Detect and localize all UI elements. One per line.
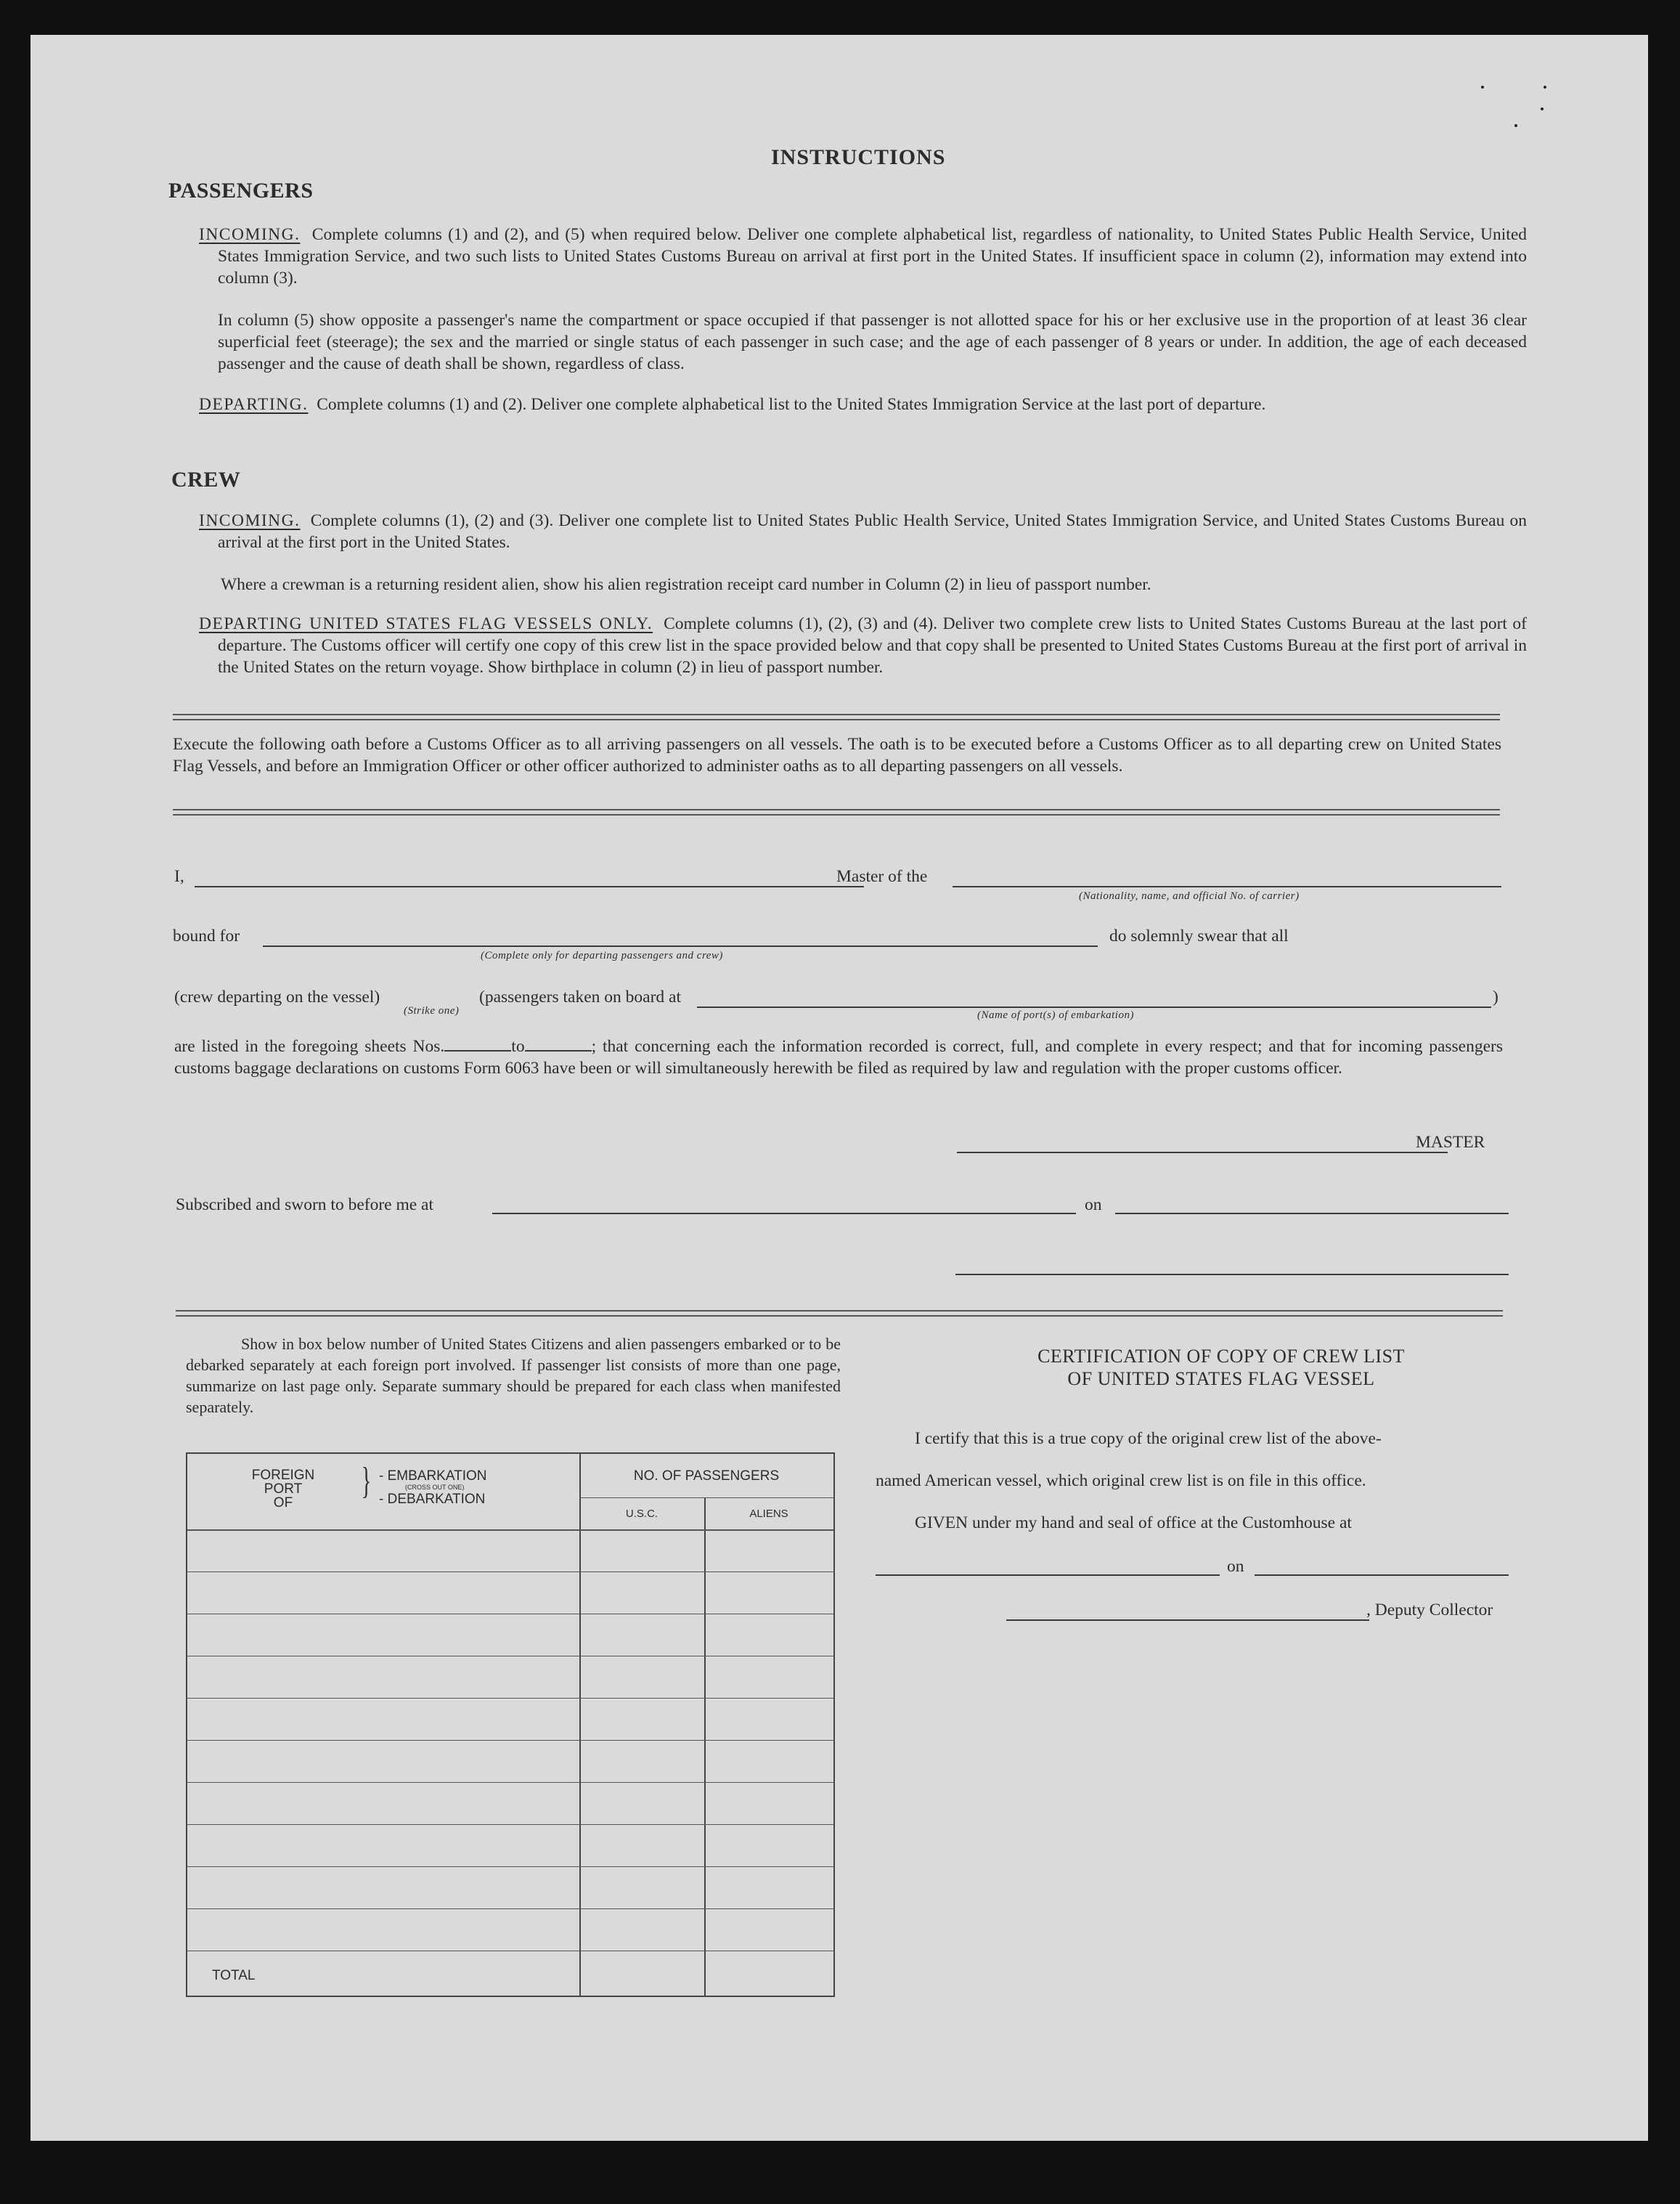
passengers-column5-paragraph: In column (5) show opposite a passenger's name the compartment or space occupied if that passenger is not allotted space for his or her exclusive use in the proportion of at least 36 clear superficial feet (steerage); the sex and the married or single status of each passenger in such case; and the age of each passenger of 8 years or under. In addition, the age of each deceased passenger and the cause of death shall be shown, regardless of class. bbox=[218, 311, 1527, 373]
foreign-label: FOREIGN bbox=[251, 1468, 315, 1483]
solemnly-swear-text: do solemnly swear that all bbox=[1109, 927, 1289, 946]
port-label: PORT bbox=[264, 1481, 303, 1497]
oath-declaration-text: ; that concerning each the information recorded is correct, full, and complete in every respect; and that for incoming passengers customs baggage declarations on customs Form 6063 have been or will simultaneously herewith be filed as required by law and regulation with the proper customs officer. bbox=[174, 1037, 1504, 1078]
crew-resident-paragraph: Where a crewman is a returning resident alien, show his alien registration receipt card number in Column (2) in lieu of passport number. bbox=[221, 575, 1151, 594]
destination-field[interactable] bbox=[263, 946, 1098, 947]
embarkation-port-caption: (Name of port(s) of embarkation) bbox=[977, 1009, 1134, 1021]
table-row[interactable] bbox=[187, 1908, 833, 1909]
passengers-incoming-paragraph bbox=[199, 224, 1528, 289]
destination-caption: (Complete only for departing passengers and crew) bbox=[481, 950, 723, 961]
certification-line-1: I certify that this is a true copy of the original crew list of the above- bbox=[915, 1429, 1382, 1448]
crew-incoming-text: Complete columns (1), (2) and (3). Deliver one complete list to United States Public Health Service, United States Immigration Service, and United States Customs Bureau on arrival at the first port in the United States. bbox=[218, 511, 1527, 552]
sheet-from-field[interactable] bbox=[444, 1050, 511, 1052]
certification-heading-line-2: OF UNITED STATES FLAG VESSEL bbox=[1067, 1368, 1375, 1389]
usc-header: U.S.C. bbox=[625, 1508, 658, 1520]
sheet-to-field[interactable] bbox=[525, 1050, 592, 1052]
crew-departing-option[interactable]: (crew departing on the vessel) bbox=[174, 988, 380, 1007]
sheets-nos-label: are listed in the foregoing sheets Nos. bbox=[174, 1037, 445, 1056]
close-paren: ) bbox=[1493, 988, 1498, 1007]
certification-date-field[interactable] bbox=[1255, 1574, 1509, 1576]
oath-sheets-paragraph bbox=[174, 1036, 1503, 1079]
officer-signature-field[interactable] bbox=[955, 1274, 1509, 1275]
table-row[interactable] bbox=[187, 1571, 833, 1572]
sheets-to-label: to bbox=[511, 1037, 525, 1056]
divider bbox=[173, 809, 1500, 816]
customhouse-field[interactable] bbox=[876, 1574, 1220, 1576]
passengers-departing-paragraph bbox=[199, 394, 1527, 415]
sworn-date-field[interactable] bbox=[1115, 1213, 1509, 1214]
crew-departing-lead: DEPARTING UNITED STATES FLAG VESSELS ONLY. bbox=[199, 614, 653, 633]
scan-speck bbox=[1544, 86, 1546, 89]
page-title: INSTRUCTIONS bbox=[771, 145, 946, 169]
debarkation-option[interactable]: - DEBARKATION bbox=[379, 1492, 486, 1507]
passengers-incoming-lead: INCOMING. bbox=[199, 225, 301, 244]
crew-incoming-paragraph bbox=[199, 510, 1527, 553]
table-row[interactable] bbox=[187, 1698, 833, 1699]
certification-line-3: GIVEN under my hand and seal of office at the Customhouse at bbox=[915, 1513, 1352, 1532]
embarkation-port-field[interactable] bbox=[697, 1007, 1491, 1008]
no-of-passengers-header: NO. OF PASSENGERS bbox=[633, 1468, 780, 1484]
table-row[interactable] bbox=[187, 1866, 833, 1867]
table-row[interactable] bbox=[187, 1740, 833, 1741]
crew-departing-paragraph bbox=[199, 613, 1527, 678]
crew-departing-text: Complete columns (1), (2), (3) and (4). Deliver two complete crew lists to United States Customs Bureau at the last port of departure. The Customs officer will certify one copy of this crew list in the space provided below and that copy shall be presented to United States Customs Bureau at the first port of arrival in the United States on the return voyage. Show birthplace in column (2) in lieu of passport number. bbox=[218, 614, 1527, 677]
bound-for-label: bound for bbox=[173, 927, 240, 946]
passengers-heading: PASSENGERS bbox=[168, 179, 314, 203]
sworn-place-field[interactable] bbox=[492, 1213, 1076, 1214]
cross-out-caption: (CROSS OUT ONE) bbox=[405, 1484, 465, 1491]
total-label: TOTAL bbox=[212, 1968, 256, 1983]
passengers-departing-text: Complete columns (1) and (2). Deliver one complete alphabetical list to the United States Immigration Service at the last port of departure. bbox=[317, 395, 1266, 414]
of-label: OF bbox=[273, 1495, 293, 1510]
certification-heading bbox=[894, 1345, 1548, 1390]
scan-speck bbox=[1481, 86, 1484, 89]
brace-glyph: } bbox=[361, 1460, 372, 1502]
table-row[interactable] bbox=[187, 1782, 833, 1783]
crew-incoming-lead: INCOMING. bbox=[199, 511, 301, 530]
carrier-caption: (Nationality, name, and official No. of carrier) bbox=[1079, 890, 1300, 902]
certification-line-2: named American vessel, which original crew list is on file in this office. bbox=[876, 1471, 1366, 1490]
subscribed-label: Subscribed and sworn to before me at bbox=[176, 1195, 434, 1214]
passenger-summary-table bbox=[186, 1452, 835, 1997]
crew-heading: CREW bbox=[171, 468, 241, 492]
master-of-the-label: Master of the bbox=[836, 867, 928, 886]
document-page bbox=[30, 35, 1648, 2141]
deputy-signature-field[interactable] bbox=[1006, 1619, 1369, 1621]
scan-speck bbox=[1514, 124, 1517, 127]
deputy-collector-label: , Deputy Collector bbox=[1366, 1601, 1493, 1619]
embarkation-option[interactable]: - EMBARKATION bbox=[379, 1468, 487, 1484]
summary-instructions: Show in box below number of United States Citizens and alien passengers embarked or to be debarked separately at each foreign port involved. If passenger list consists of more than one page, summarize on last page only. Separate summary should be prepared for each class when manifested separately. bbox=[186, 1335, 841, 1416]
table-divider bbox=[579, 1454, 581, 1996]
master-signature-field[interactable] bbox=[957, 1152, 1448, 1153]
master-name-field[interactable] bbox=[195, 886, 864, 887]
table-divider bbox=[579, 1497, 833, 1498]
scan-speck bbox=[1541, 107, 1544, 110]
strike-one-caption: (Strike one) bbox=[404, 1005, 460, 1017]
sworn-on-label: on bbox=[1085, 1195, 1102, 1214]
aliens-header: ALIENS bbox=[749, 1508, 788, 1520]
oath-i-label: I, bbox=[174, 867, 184, 886]
passengers-departing-lead: DEPARTING. bbox=[199, 395, 309, 414]
table-row[interactable] bbox=[187, 1824, 833, 1825]
divider bbox=[173, 714, 1500, 720]
carrier-field[interactable] bbox=[953, 886, 1501, 887]
passengers-taken-option[interactable]: (passengers taken on board at bbox=[479, 988, 681, 1007]
divider bbox=[176, 1310, 1503, 1317]
oath-instructions: Execute the following oath before a Customs Officer as to all arriving passengers on all vessels. The oath is to be executed before a Customs Officer as to all departing crew on United States Flag Vessels, and before an Immigration Officer or other officer authorized to administer oaths as to all departing passengers on all vessels. bbox=[173, 735, 1501, 776]
certification-heading-line-1: CERTIFICATION OF COPY OF CREW LIST bbox=[1037, 1346, 1405, 1367]
certification-on-label: on bbox=[1227, 1557, 1244, 1576]
table-divider bbox=[187, 1529, 833, 1531]
foreign-port-of-header bbox=[235, 1468, 331, 1510]
master-signature-label: MASTER bbox=[1416, 1133, 1485, 1152]
passengers-incoming-text: Complete columns (1) and (2), and (5) when required below. Deliver one complete alphabetical list, regardless of nationality, to United States Public Health Service, United States Immigration Service, and two such lists to United States Customs Bureau on arrival at first port in the United States. If insufficient space in column (2), information may extend into column (3). bbox=[218, 225, 1528, 288]
